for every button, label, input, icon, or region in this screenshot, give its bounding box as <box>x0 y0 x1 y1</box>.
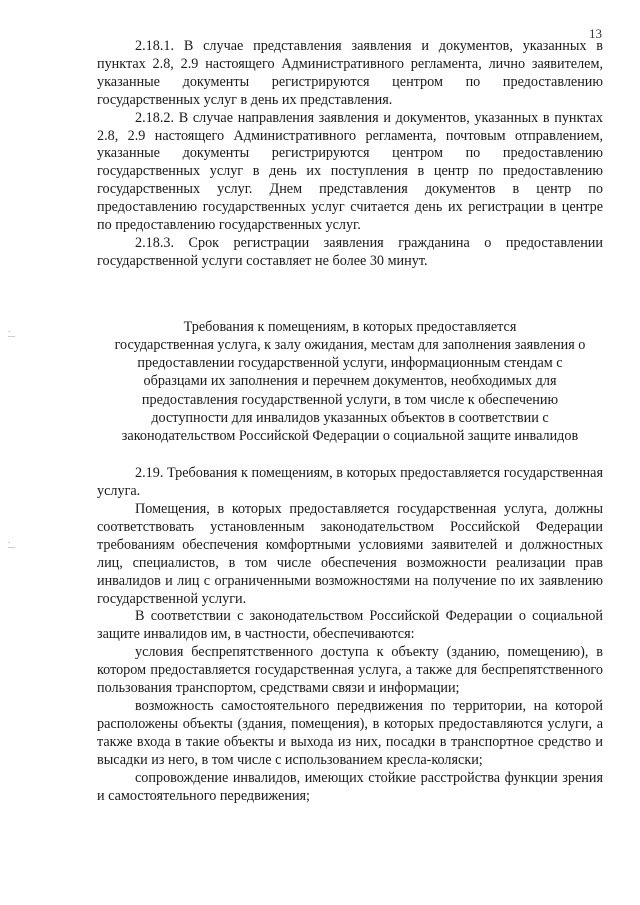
margin-scan-mark: ․ — <box>8 537 15 551</box>
paragraph-independent-movement: возможность самостоятельного передвижения по территории, на которой расположены объекты (здания, помещения), в которых предоставляются услуги, а также входа в такие объекты и выхода из них, посадки в транспортное средство и высадки из него, в том числе с использованием кресла-коляски; <box>97 697 603 768</box>
section-heading-line: законодательством Российской Федерации о социальной защите инвалидов <box>121 428 579 444</box>
section-heading-line: доступности для инвалидов указанных объектов в соответствии с <box>151 409 549 426</box>
section-heading-line: предоставлении государственной услуги, информационным стендам с <box>137 355 563 372</box>
paragraph-2-19: 2.19. Требования к помещениям, в которых предоставляется государственная услуга. <box>97 465 603 500</box>
paragraph-disability-protection: В соответствии с законодательством Российской Федерации о социальной защите инвалидов им, в частности, обеспечиваются: <box>97 608 603 643</box>
paragraph-2-18-2: 2.18.2. В случае направления заявления и документов, указанных в пунктах 2.8, 2.9 настоящего Административного регламента, почтовым отправлением, указанные документы регистрируются центром по предоставлению государственных услуг в день их поступления в центр по предоставлению государственных услуг. Днем представления документов в центр по предоставлению государственных услуг считается день их регистрации в центре по предоставлению государственных услуг. <box>97 109 603 234</box>
paragraph-access-conditions: условия беспрепятственного доступа к объекту (зданию, помещению), в котором предоставляется государственная услуга, а также для беспрепятственного пользования транспортом, средствами связи и информации; <box>97 644 603 697</box>
paragraph-2-18-3: 2.18.3. Срок регистрации заявления гражданина о предоставлении государственной услуги составляет не более 30 минут. <box>97 234 603 269</box>
document-body <box>97 38 603 805</box>
section-heading-line: предоставления государственной услуги, в том числе к обеспечению <box>141 391 559 408</box>
section-heading-line: государственная услуга, к залу ожидания, местам для заполнения заявления о <box>114 336 586 353</box>
paragraph-escort: сопровождение инвалидов, имеющих стойкие расстройства функции зрения и самостоятельного передвижения; <box>97 769 603 804</box>
paragraph-2-18-1: 2.18.1. В случае представления заявления и документов, указанных в пунктах 2.8, 2.9 настоящего Административного регламента, лично заявителем, указанные документы регистрируются центром по предоставлению государственных услуг в день их представления. <box>97 38 603 108</box>
paragraph-premises-requirements: Помещения, в которых предоставляется государственная услуга, должны соответствовать установленным законодательством Российской Федерации требованиям обеспечения комфортными условиями заявителей и должностных лиц, специалистов, в том числе обеспечения возможности реализации прав инвалидов и лиц с ограниченными возможностями на получение по их заявлению государственной услуги. <box>97 501 603 607</box>
section-heading <box>97 318 603 445</box>
margin-scan-mark: ․ — <box>8 326 15 340</box>
section-heading-line: образцами их заполнения и перечнем документов, необходимых для <box>143 373 557 390</box>
section-heading-line: Требования к помещениям, в которых предоставляется <box>183 318 517 335</box>
page-number: 13 <box>589 26 602 41</box>
